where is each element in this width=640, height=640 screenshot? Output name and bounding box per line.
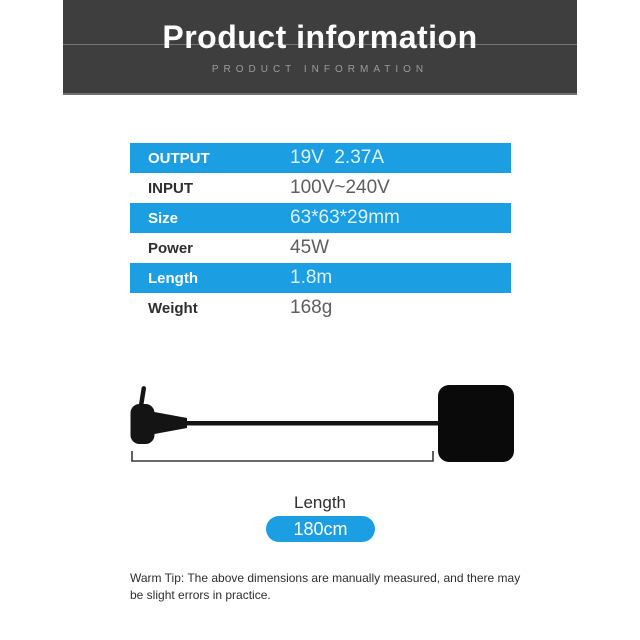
warm-tip-note (130, 570, 550, 604)
spec-value: 100V~240V (290, 177, 390, 198)
length-value-badge (266, 516, 375, 542)
spec-row-size (130, 203, 511, 233)
spec-row-length (130, 263, 511, 293)
spec-label: OUTPUT (148, 149, 210, 167)
spec-label: Weight (148, 299, 198, 317)
spec-value: 1.8m (290, 267, 333, 288)
spec-row-output (130, 143, 511, 173)
spec-label: Power (148, 239, 194, 257)
length-caption: Length (294, 493, 346, 512)
spec-label: Size (148, 209, 179, 227)
spec-value: 168g (290, 297, 333, 318)
spec-row-input (130, 173, 511, 203)
page-subtitle: PRODUCT INFORMATION (211, 64, 429, 75)
spec-label: INPUT (148, 179, 193, 197)
spec-value: 63*63*29mm (290, 207, 400, 228)
header-banner (63, 0, 577, 95)
warm-tip-line-1: Warm Tip: The above dimensions are manually measured, and there may (130, 571, 521, 585)
page-title: Product information (162, 19, 478, 55)
spec-table (130, 143, 511, 323)
warm-tip-line-2: be slight errors in practice. (130, 588, 271, 602)
spec-label: Length (148, 269, 198, 287)
power-adapter-cable-icon (125, 380, 520, 470)
spec-value: 45W (290, 237, 330, 258)
length-value: 180cm (293, 518, 348, 539)
spec-row-power (130, 233, 511, 263)
spec-value: 19V 2.37A (290, 147, 385, 168)
spec-row-weight (130, 293, 511, 323)
